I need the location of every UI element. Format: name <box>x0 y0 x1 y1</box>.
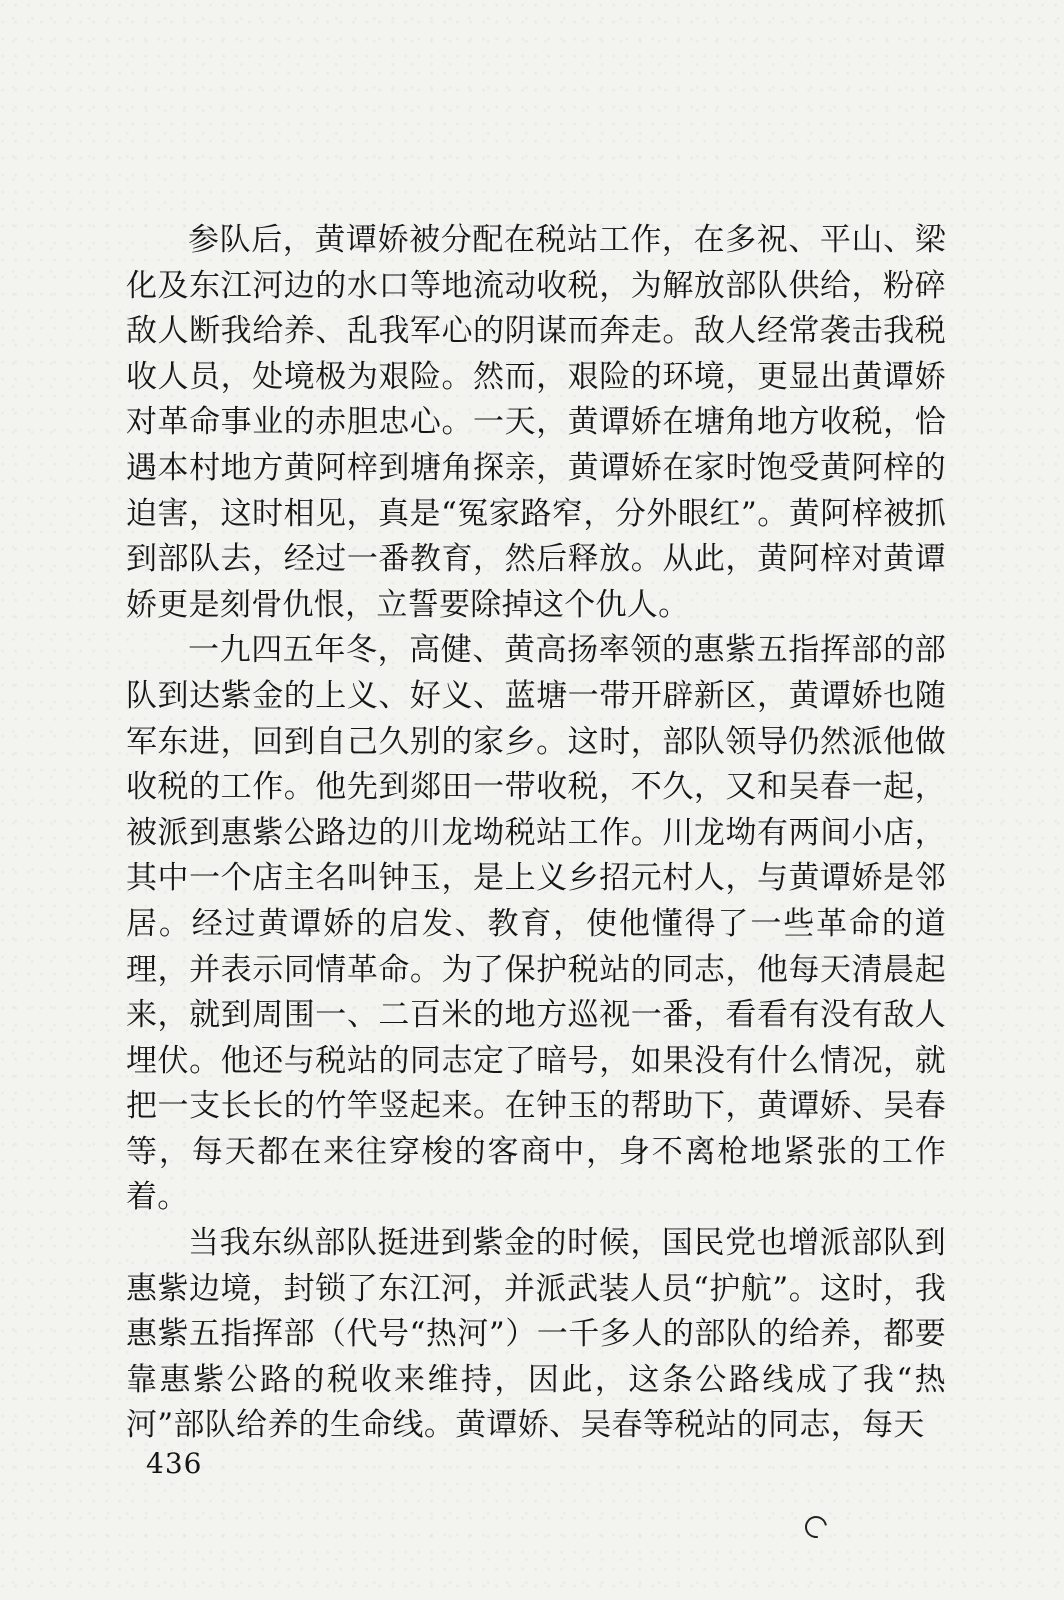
body-text <box>126 218 946 1449</box>
print-mark-icon <box>801 1512 832 1543</box>
paragraph-1: 参队后，黄谭娇被分配在税站工作，在多祝、平山、梁化及东江河边的水口等地流动收税，为解放部队供给，粉碎敌人断我给养、乱我军心的阴谋而奔走。敌人经常袭击我税收人员，处境极为艰险。然而，艰险的环境，更显出黄谭娇对革命事业的赤胆忠心。一天，黄谭娇在塘角地方收税，恰遇本村地方黄阿梓到塘角探亲，黄谭娇在家时饱受黄阿梓的迫害，这时相见，真是“冤家路窄，分外眼红”。黄阿梓被抓到部队去，经过一番教育，然后释放。从此，黄阿梓对黄谭娇更是刻骨仇恨，立誓要除掉这个仇人。 <box>126 222 946 623</box>
paragraph-2: 一九四五年冬，高健、黄高扬率领的惠紫五指挥部的部队到达紫金的上义、好义、蓝塘一带开辟新区，黄谭娇也随军东进，回到自己久别的家乡。这时，部队领导仍然派他做收税的工作。他先到郯田一带收税，不久，又和吴春一起，被派到惠紫公路边的川龙坳税站工作。川龙坳有两间小店，其中一个店主名叫钟玉，是上义乡招元村人，与黄谭娇是邻居。经过黄谭娇的启发、教育，使他懂得了一些革命的道理，并表示同情革命。为了保护税站的同志，他每天清晨起来，就到周围一、二百米的地方巡视一番，看看有没有敌人埋伏。他还与税站的同志定了暗号，如果没有什么情况，就把一支长长的竹竿竖起来。在钟玉的帮助下，黄谭娇、吴春等，每天都在来往穿梭的客商中，身不离枪地紧张的工作着。 <box>126 632 946 1216</box>
paragraph-3: 当我东纵部队挺进到紫金的时候，国民党也增派部队到惠紫边境，封锁了东江河，并派武装人员“护航”。这时，我惠紫五指挥部（代号“热河”）一千多人的部队的给养，都要靠惠紫公路的税收来维持，因此，这条公路线成了我“热河”部队给养的生命线。黄谭娇、吴春等税站的同志，每天 <box>126 1225 946 1444</box>
page-number: 436 <box>146 1447 203 1480</box>
